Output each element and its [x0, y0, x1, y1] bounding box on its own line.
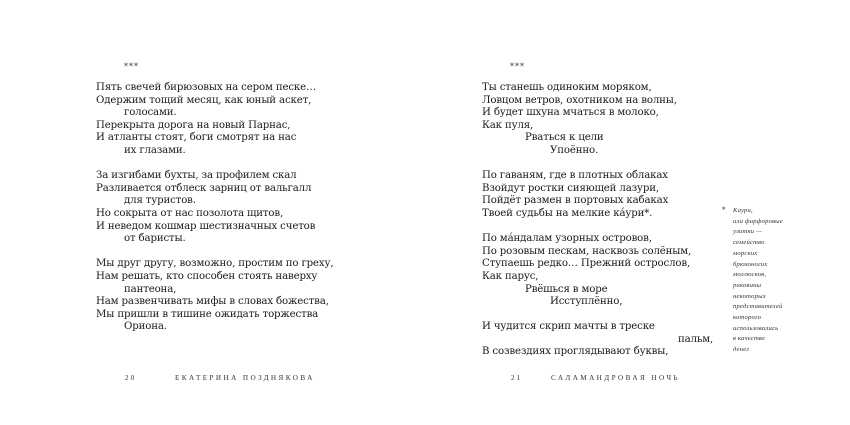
- poem-line: Исступлённо,: [550, 296, 623, 308]
- poem-line: Нам развенчивать мифы в словах божества,: [96, 296, 329, 308]
- footnote-line: которого: [733, 314, 762, 322]
- poem-line: голосами.: [124, 107, 177, 119]
- poem-line: За изгибами бухты, за профилем скал: [96, 170, 297, 182]
- poem-line: их глазами.: [124, 144, 186, 156]
- poem-line: Взойдут ростки сияющей лазури,: [482, 182, 659, 194]
- page-number: 21: [511, 374, 523, 382]
- poem-line: от баристы.: [124, 233, 186, 245]
- footnote: [733, 206, 808, 356]
- poem-right: [482, 82, 713, 359]
- footnote-line: использовались: [733, 324, 779, 332]
- poem-line: пальм,: [678, 333, 714, 345]
- poem-line: Ступаешь редко… Прежний острослов,: [482, 258, 691, 270]
- stanza-break: [482, 309, 713, 322]
- poem-line: И атланты стоят, боги смотрят на нас: [96, 132, 297, 144]
- poem-line: Ловцом ветров, охотником на волны,: [482, 94, 677, 106]
- stanza-break: [482, 221, 713, 234]
- footnote-line: некоторых: [733, 292, 766, 300]
- poem-line: И неведом кошмар шестизначных счетов: [96, 220, 316, 232]
- footnote-line: в качестве: [733, 335, 766, 343]
- poem-line: В созвездиях проглядывают буквы,: [482, 346, 669, 358]
- section-separator: ***: [510, 62, 525, 71]
- poem-line: Пойдёт размен в портовых кабаках: [482, 195, 669, 207]
- footnote-line: брюхоногих: [733, 260, 768, 268]
- footnote-line: морских: [733, 249, 758, 257]
- footnote-line: денег: [733, 346, 750, 354]
- poem-line: Ориона.: [124, 321, 167, 333]
- poem-line: Мы друг другу, возможно, простим по греху,: [96, 258, 334, 270]
- footnote-line: семейство: [733, 239, 765, 247]
- stanza-break: [96, 158, 333, 171]
- poem-line: Разливается отблеск зарниц от вальгалл: [96, 182, 312, 194]
- page-number: 20: [125, 374, 137, 382]
- running-head-title: САЛАМАНДРОВАЯ НОЧЬ: [551, 374, 680, 382]
- poem-line: И чудится скрип мачты в треске: [482, 321, 655, 333]
- poem-line: для туристов.: [124, 195, 196, 207]
- poem-line: По ма́ндалам узорных островов,: [482, 233, 652, 245]
- poem-line: пантеона,: [124, 283, 177, 295]
- poem-line: Твоей судьбы на мелкие ка́ури*.: [482, 207, 653, 219]
- running-head-author: ЕКАТЕРИНА ПОЗДНЯКОВА: [175, 374, 315, 382]
- poem-line: Одержим тощий месяц, как юный аскет,: [96, 94, 312, 106]
- poem-line: Рваться к цели: [525, 132, 604, 144]
- poem-line: Мы пришли в тишине ожидать торжества: [96, 308, 319, 320]
- footnote-line: Каури,: [733, 207, 753, 214]
- poem-line: Рвёшься в море: [525, 283, 608, 295]
- poem-line: Упоённо.: [550, 144, 599, 156]
- poem-line: По розовым пескам, насквозь солёным,: [482, 245, 692, 257]
- poem-left: [96, 82, 333, 334]
- footnote-mark: *: [722, 206, 726, 214]
- footnote-line: улитки —: [733, 228, 763, 236]
- poem-line: Как пуля,: [482, 119, 534, 131]
- footnote-line: моллюсков,: [733, 271, 767, 279]
- footnote-line: или фарфоровые: [733, 217, 783, 225]
- poem-line: По гаваням, где в плотных облаках: [482, 170, 668, 182]
- poem-line: И будет шхуна мчаться в молоко,: [482, 107, 659, 119]
- poem-line: Но сокрыта от нас позолота щитов,: [96, 207, 284, 219]
- section-separator: ***: [124, 62, 139, 71]
- footnote-line: представителей: [733, 303, 783, 311]
- stanza-break: [482, 158, 713, 171]
- footnote-line: раковины: [733, 281, 762, 289]
- stanza-break: [96, 246, 333, 259]
- poem-line: Ты станешь одиноким моряком,: [482, 82, 652, 93]
- poem-line: Пять свечей бирюзовых на сером песке…: [96, 82, 317, 93]
- poem-line: Как парус,: [482, 270, 539, 282]
- poem-line: Нам решать, кто способен стоять наверху: [96, 270, 318, 282]
- poem-line: Перекрыта дорога на новый Парнас,: [96, 119, 291, 131]
